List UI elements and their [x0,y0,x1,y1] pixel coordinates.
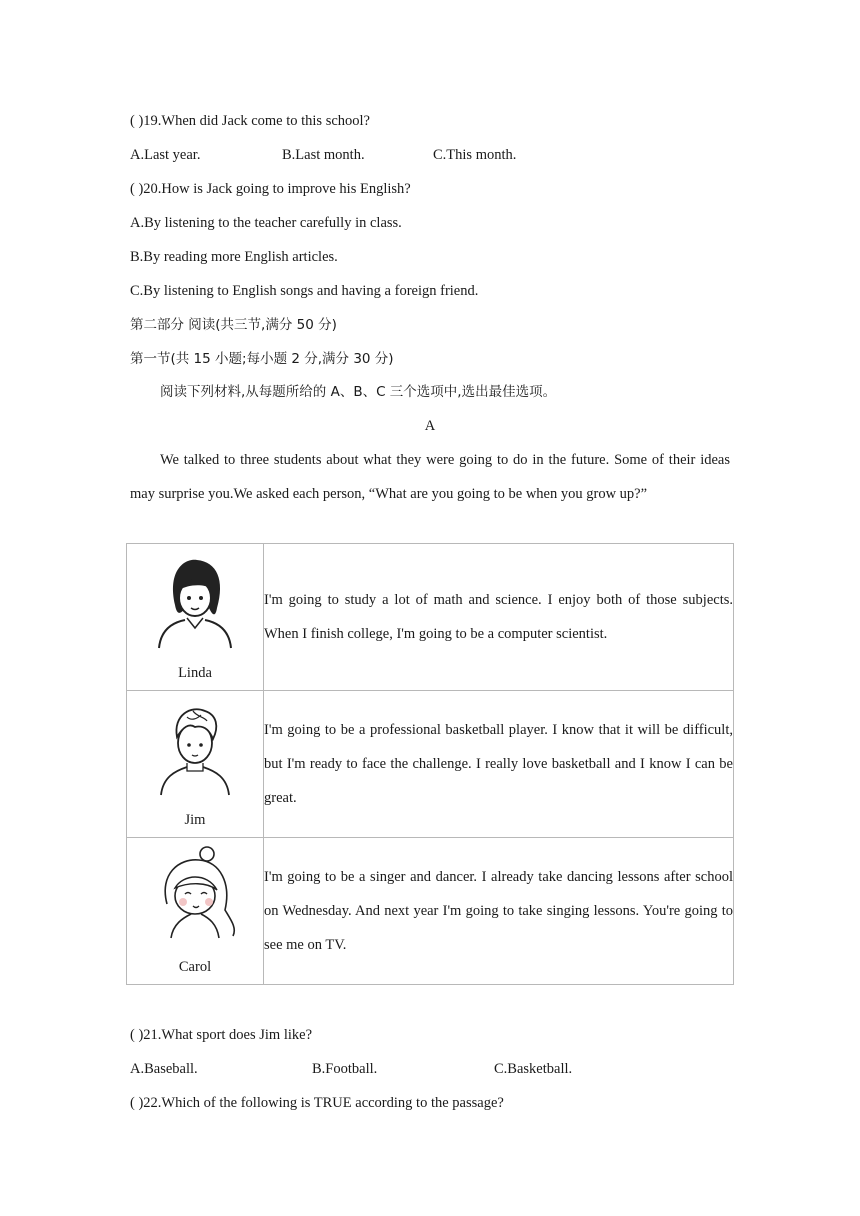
question-20-stem: ( )20.How is Jack going to improve his English? [130,181,411,197]
passage-letter: A [424,418,436,434]
question-21-stem: ( )21.What sport does Jim like? [130,1027,313,1043]
q21-option-a: A.Baseball. [130,1061,198,1077]
linda-portrait-icon [145,550,245,650]
passage-intro: We talked to three students about what they were going to do in the future. Some of their ideas may surprise you.We asked each person, “What are you going to be when you grow up?” [130,452,730,502]
table-row [127,544,734,691]
student-name: Jim [184,812,206,828]
student-name: Linda [178,665,212,681]
q21-option-b: B.Football. [312,1061,378,1077]
q19-option-c: C.This month. [433,147,517,163]
q19-option-b: B.Last month. [282,147,365,163]
portrait-cell [127,544,264,691]
q20-option-a: A.By listening to the teacher carefully in class. [130,215,402,231]
q20-option-b: B.By reading more English articles. [130,249,338,265]
student-statement: I'm going to study a lot of math and science. I enjoy both of those subjects. When I finish college, I'm going to be a computer scientist. [264,592,733,642]
carol-portrait-icon [145,844,245,944]
section-one-heading: 第一节(共 15 小题;每小题 2 分,满分 30 分) [130,351,394,367]
reading-instruction: 阅读下列材料,从每题所给的 A、B、C 三个选项中,选出最佳选项。 [160,384,557,400]
student-statement: I'm going to be a professional basketball player. I know that it will be difficult, but I'm ready to face the challenge. I really love basketball and I know I can be great. [264,722,733,806]
table-row [127,691,734,838]
student-statement-cell [264,838,734,985]
table-row [127,838,734,985]
part-two-heading: 第二部分 阅读(共三节,满分 50 分) [130,317,337,333]
student-statement-cell [264,691,734,838]
portrait-cell [127,691,264,838]
portrait-cell [127,838,264,985]
student-statement: I'm going to be a singer and dancer. I already take dancing lessons after school on Wednesday. And next year I'm going to take singing lessons. You're going to see me on TV. [264,869,733,953]
student-name: Carol [178,959,212,975]
question-22-stem: ( )22.Which of the following is TRUE according to the passage? [130,1095,504,1111]
jim-portrait-icon [145,697,245,797]
question-19-stem: ( )19.When did Jack come to this school? [130,113,370,129]
q21-option-c: C.Basketball. [494,1061,573,1077]
q20-option-c: C.By listening to English songs and having a foreign friend. [130,283,479,299]
student-statement-cell [264,544,734,691]
students-table [126,543,734,985]
q19-option-a: A.Last year. [130,147,201,163]
